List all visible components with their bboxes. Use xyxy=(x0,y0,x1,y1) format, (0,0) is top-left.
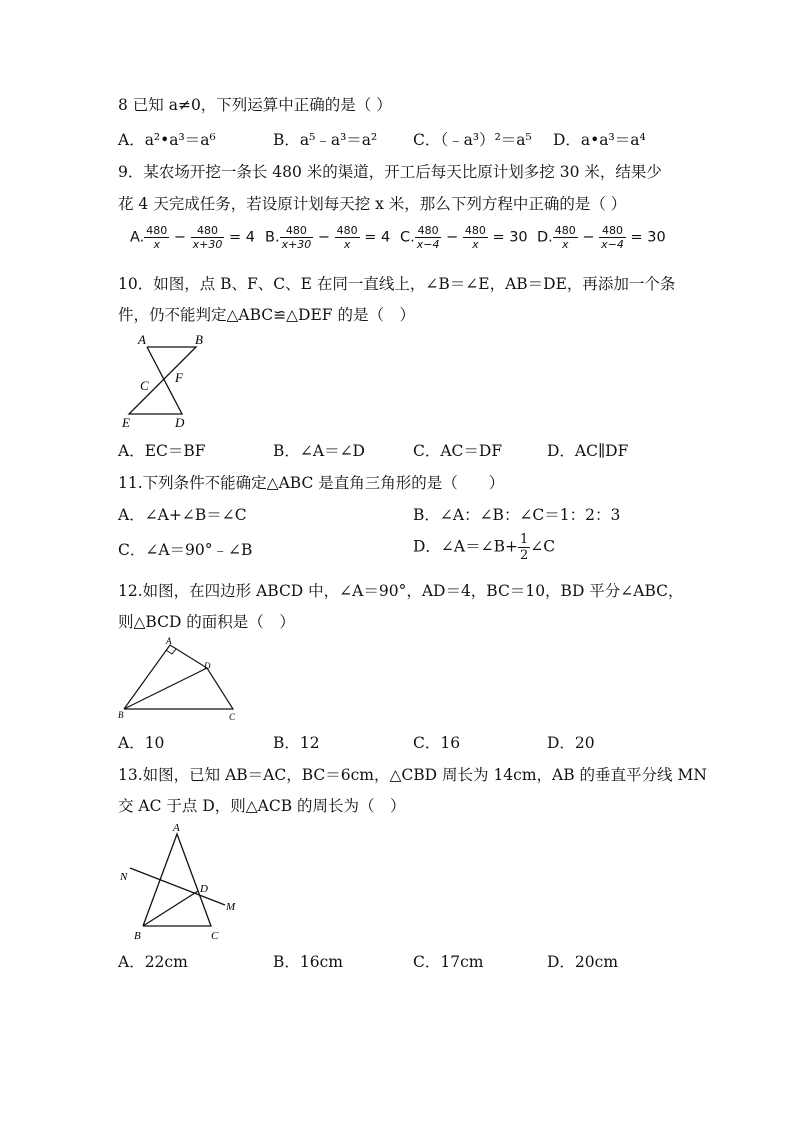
q10-option-c: C．AC＝DF xyxy=(413,442,503,460)
q12-stem-line2: 则△BCD 的面积是（ ） xyxy=(118,613,295,631)
q11-option-d: D．∠A＝∠B+ $\frac{1}{2}$ ∠C xyxy=(413,532,556,563)
q11-stem: 11.下列条件不能确定△ABC 是直角三角形的是（ ） xyxy=(118,474,505,492)
q11-option-c: C．∠A＝90°﹣∠B xyxy=(118,541,253,559)
q12-label-b: B xyxy=(118,710,124,720)
q13-label-d: D xyxy=(200,883,208,895)
q10-label-a: A xyxy=(138,332,146,347)
q10-figure xyxy=(118,330,208,430)
q12-option-a: A．10 xyxy=(118,734,165,752)
q10-label-c: C xyxy=(140,378,149,393)
q13-option-a: A．22cm xyxy=(118,953,188,971)
q10-label-d: D xyxy=(175,415,185,430)
q13-label-b: B xyxy=(134,930,141,942)
q11-option-a: A．∠A+∠B＝∠C xyxy=(118,506,247,524)
q12-label-c: C xyxy=(229,712,236,722)
q9-stem-line1: 9．某农场开挖一条长 480 米的渠道，开工后每天比原计划多挖 30 米，结果少 xyxy=(118,163,662,181)
q12-option-d: D．20 xyxy=(547,734,595,752)
q13-stem-line2: 交 AC 于点 D，则△ACB 的周长为（ ） xyxy=(118,797,406,815)
q13-label-n: N xyxy=(120,871,128,883)
q13-label-a: A xyxy=(173,822,180,834)
q10-stem-line1: 10．如图，点 B、F、C、E 在同一直线上，∠B＝∠E，AB＝DE，再添加一个条 xyxy=(118,275,676,293)
q10-label-f: F xyxy=(175,370,183,385)
q13-figure xyxy=(115,820,245,945)
q8-option-b: B．a⁵﹣a³＝a² xyxy=(273,131,378,149)
q13-stem-line1: 13.如图，已知 AB＝AC，BC＝6cm，△CBD 周长为 14cm，AB 的垂直平分线 MN xyxy=(118,766,707,784)
q8-stem: 8 已知 a≠0，下列运算中正确的是（ ） xyxy=(118,96,392,114)
q12-label-d: D xyxy=(204,661,211,671)
q12-figure xyxy=(115,636,250,724)
q9-option-c: C. $\frac{480}{x-4}$ − $\frac{480}{x}$ = 30 xyxy=(400,224,528,251)
q8-option-c: C．（﹣a³）²＝a⁵ xyxy=(413,131,532,149)
q9-option-a: A. $\frac{480}{x}$ − $\frac{480}{x+30}$ = 4 xyxy=(130,224,255,251)
q13-label-m: M xyxy=(226,901,236,913)
q9-stem-line2: 花 4 天完成任务，若设原计划每天挖 x 米，那么下列方程中正确的是（ ） xyxy=(118,195,627,213)
q10-option-d: D．AC∥DF xyxy=(547,442,629,460)
q10-option-a: A．EC＝BF xyxy=(118,442,206,460)
q9-option-b: B. $\frac{480}{x+30}$ − $\frac{480}{x}$ = 4 xyxy=(265,224,391,251)
q9-option-d: D. $\frac{480}{x}$ − $\frac{480}{x-4}$ = 30 xyxy=(537,224,666,251)
q11-option-b: B．∠A：∠B：∠C＝1：2：3 xyxy=(413,506,621,524)
q8-option-a: A．a²•a³＝a⁶ xyxy=(118,131,216,149)
q13-label-c: C xyxy=(211,930,219,942)
q13-option-b: B．16cm xyxy=(273,953,343,971)
q12-option-b: B．12 xyxy=(273,734,320,752)
q10-label-e: E xyxy=(122,415,130,430)
q12-stem-line1: 12.如图，在四边形 ABCD 中，∠A＝90°，AD＝4，BC＝10，BD 平分∠ABC， xyxy=(118,582,684,600)
q10-label-b: B xyxy=(195,332,203,347)
q12-label-a: A xyxy=(166,636,172,646)
q10-stem-line2: 件，仍不能判定△ABC≌△DEF 的是（ ） xyxy=(118,306,415,324)
q13-option-c: C．17cm xyxy=(413,953,484,971)
q8-option-d: D．a•a³＝a⁴ xyxy=(553,131,646,149)
q13-option-d: D．20cm xyxy=(547,953,619,971)
q12-option-c: C．16 xyxy=(413,734,461,752)
q10-option-b: B．∠A＝∠D xyxy=(273,442,365,460)
